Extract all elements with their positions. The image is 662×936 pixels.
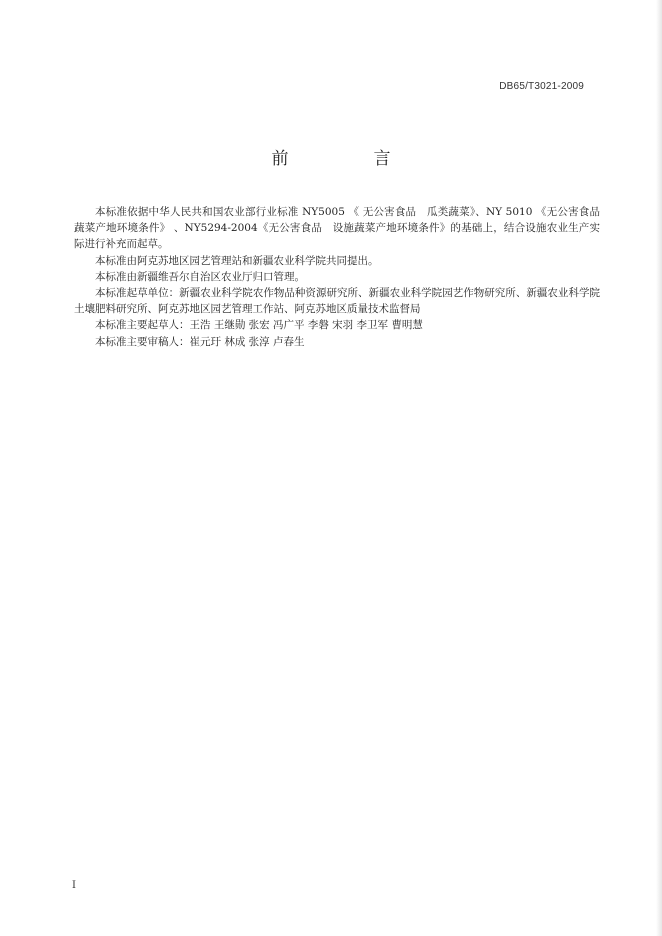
page-title: 前 言 [271, 149, 425, 169]
paragraph-drafting-units: 本标准起草单位：新疆农业科学院农作物品种资源研究所、新疆农业科学院园艺作物研究所、新疆农业科学院土壤肥料研究所、阿克苏地区园艺管理工作站、阿克苏地区质量技术监督局 [74, 287, 600, 316]
page-edge-shadow [656, 0, 662, 936]
foreword-body [74, 204, 600, 350]
standard-code: DB65/T3021-2009 [499, 81, 584, 92]
page-number: I [72, 880, 76, 891]
paragraph-proposed-by: 本标准由阿克苏地区园艺管理站和新疆农业科学院共同提出。 [95, 254, 379, 267]
paragraph-drafters: 本标准主要起草人：王浩 王继勋 张宏 冯广平 李磐 宋羽 李卫军 曹明慧 [95, 319, 423, 332]
paragraph-reviewers: 本标准主要审稿人：崔元玗 林成 张淳 卢春生 [95, 335, 305, 348]
paragraph-basis: 本标准依据中华人民共和国农业部行业标准 NY5005 《 无公害食品 瓜类蔬菜》、NY 5010 《无公害食品 蔬菜产地环境条件》 、NY5294-2004《无公害食品 设施蔬菜产地环境条件》的基础上，结合设施农业生产实际进行补充而起草。 [74, 206, 600, 251]
paragraph-managed-by: 本标准由新疆维吾尔自治区农业厅归口管理。 [95, 270, 305, 283]
